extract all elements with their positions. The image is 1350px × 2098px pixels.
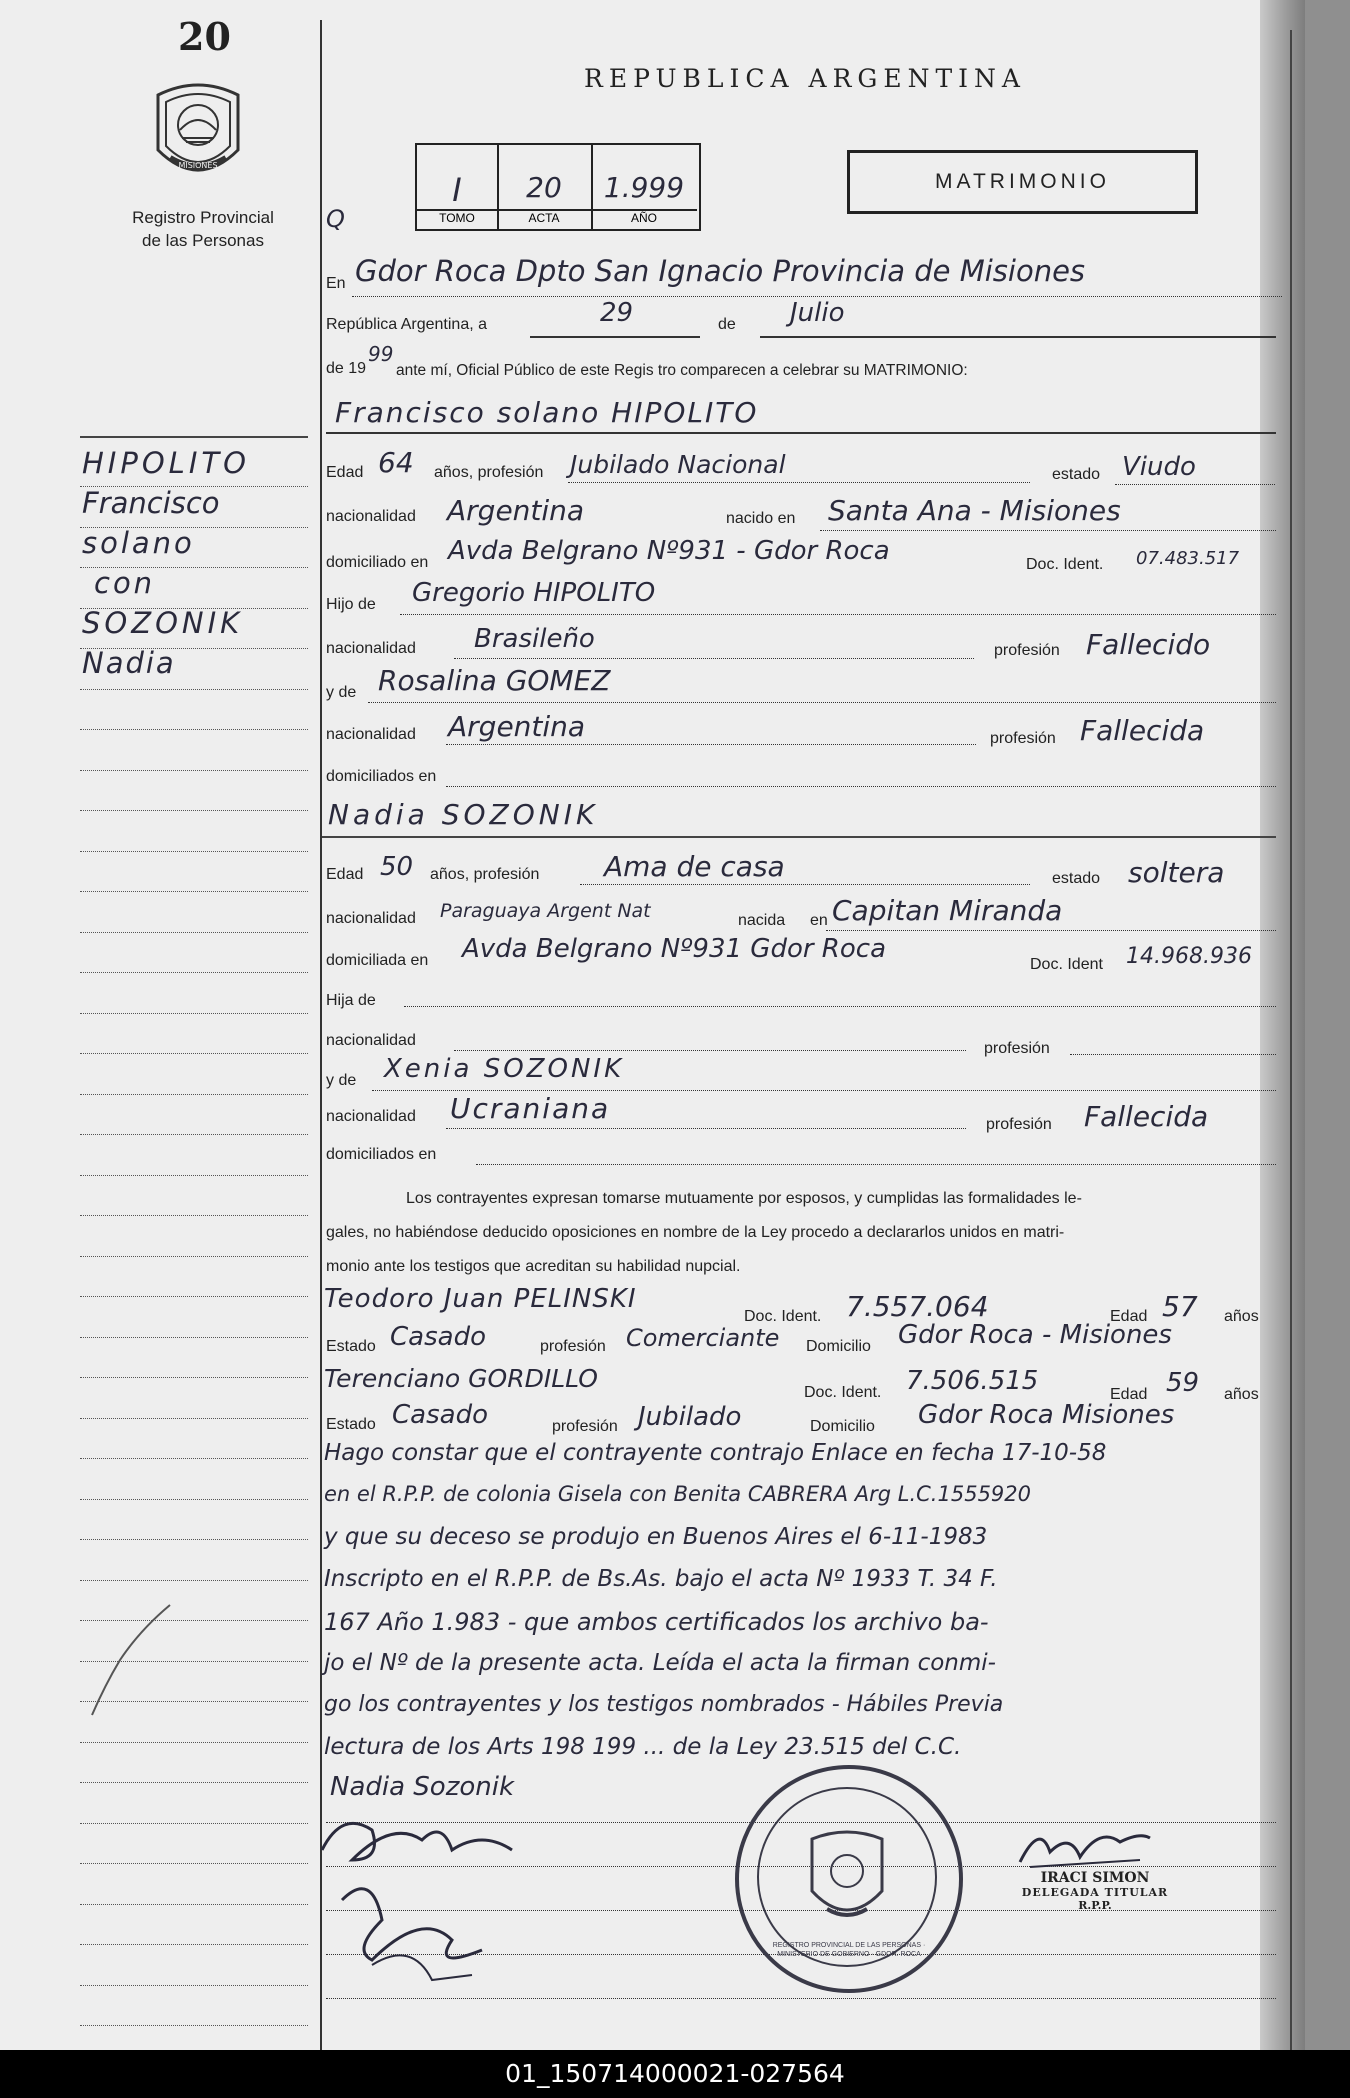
bride-domiciliados-label: domiciliados en [326,1146,437,1163]
province-crest-icon [148,80,248,190]
groom-mother-nationality-label: nacionalidad [326,726,416,743]
margin-ruled-line [80,729,308,730]
bride-mother-prof-label: profesión [986,1116,1052,1133]
officer-block [985,1870,1205,1912]
margin-ruled-line [80,1377,308,1378]
groom-birthplace: Santa Ana - Misiones [828,494,1121,527]
place: Gdor Roca Dpto San Ignacio Provincia de Misiones [355,254,1086,288]
margin-ruled-line [80,810,308,811]
witness2-age: 59 [1166,1368,1200,1398]
margin-ruled-line [80,486,308,487]
margin-ruled-line [80,1418,308,1419]
note-line: 167 Año 1.983 - que ambos certificados los archivo ba- [324,1608,989,1636]
country-title: REPUBLICA ARGENTINA [584,64,1026,93]
groom-father-profession: Fallecido [1086,628,1211,661]
groom-doc-label: Doc. Ident. [1026,556,1104,573]
bride-estado-label: estado [1052,870,1101,887]
bride-nationality: Paraguaya Argent Nat [440,900,651,922]
witness2-estado: Casado [392,1400,488,1430]
margin-note [82,446,310,686]
margin-ruled-line [80,1742,308,1743]
bride-y-de-label: y de [326,1072,357,1089]
bride-edad-label: Edad [326,866,364,883]
margin-note-line: Nadia [82,646,176,680]
year-suffix: 99 [368,342,394,366]
witness2-prof-label: profesión [552,1418,618,1435]
note-line: jo el Nº de la presente acta. Leída el acta la firman conmi- [324,1650,996,1676]
ano-value: 1.999 [603,171,685,204]
bride-signature-text: Nadia Sozonik [330,1772,515,1802]
bride-domicilio-label: domiciliada en [326,952,429,969]
witness1-dom-label: Domicilio [806,1338,871,1355]
officer-title: DELEGADA TITULAR [1021,1886,1169,1899]
groom-anos-label: años, profesión [434,464,544,481]
margin-ruled-line [80,1944,308,1945]
tomo-label: TOMO [417,209,497,229]
groom-father-prof-label: profesión [994,642,1060,659]
note-line: en el R.P.P. de colonia Gisela con Benita CABRERA Arg L.C.1555920 [324,1482,1032,1506]
note-line: go los contrayentes y los testigos nombrados - Hábiles Previa [324,1692,1004,1717]
margin-note-line: HIPOLITO [82,446,250,480]
signature-scribbles [312,1790,542,1990]
witness2-doc-label: Doc. Ident. [804,1384,882,1401]
witness2-edad-label: Edad [1110,1386,1148,1403]
groom-mother: Rosalina GOMEZ [378,664,611,697]
margin-ruled-line [80,1094,308,1095]
margin-ruled-line [80,1580,308,1581]
groom-y-de-label: y de [326,684,357,701]
bride-birthplace: Capitan Miranda [832,894,1063,927]
groom-estado: Viudo [1122,452,1196,482]
bride-age: 50 [380,852,414,882]
crest-label: MISIONES [178,161,218,170]
margin-rule [320,20,322,2050]
official-stamp [735,1765,963,1993]
bride-anos-label: años, profesión [430,866,540,883]
margin-pen-mark [80,1600,180,1720]
margin-ruled-line [80,1013,308,1014]
margin-ruled-line [80,1215,308,1216]
groom-father: Gregorio HIPOLITO [412,578,656,608]
declaration-line2: gales, no habiéndose deducido oposiciones en nombre de la Ley procedo a declararlos unidos en matri- [326,1224,1065,1241]
witness1-estado: Casado [390,1322,486,1352]
margin-ruled-line [80,1499,308,1500]
day: 29 [600,298,634,328]
groom-age: 64 [378,446,414,479]
groom-mother-nationality: Argentina [448,710,586,743]
witness2-domicile: Gdor Roca Misiones [918,1400,1175,1430]
statement: ante mí, Oficial Público de este Regis tro comparecen a celebrar su MATRIMONIO: [396,362,968,379]
bride-address: Avda Belgrano Nº931 Gdor Roca [462,934,887,964]
margin-ruled-line [80,608,308,609]
margin-note-line: con [94,566,156,600]
margin-ruled-line [80,1134,308,1135]
margin-ruled-line [80,891,308,892]
groom-mother-prof-label: profesión [990,730,1056,747]
margin-note-line: Francisco [82,486,220,520]
margin-ruled-line [80,648,308,649]
groom-address: Avda Belgrano Nº931 - Gdor Roca [448,536,890,566]
stamp-text: REGISTRO PROVINCIAL DE LAS PERSONAS · MINISTERIO DE GOBIERNO · GDOR. ROCA [772,1942,926,1958]
bride-estado: soltera [1128,856,1225,889]
declaration-line1: Los contrayentes expresan tomarse mutuamente por esposos, y cumplidas las formalidades le- [406,1190,1082,1207]
page-number: 20 [178,14,231,59]
bride-father-prof-label: profesión [984,1040,1050,1057]
groom-nacido-label: nacido en [726,510,796,527]
margin-ruled-line [80,1823,308,1824]
bride-doc: 14.968.936 [1126,944,1252,969]
tomo-cell [417,145,499,229]
acta-label: ACTA [497,209,591,229]
groom-father-nationality: Brasileño [474,624,595,654]
witness1-profession: Comerciante [626,1324,780,1352]
groom-profession: Jubilado Nacional [570,450,786,479]
margin-note-line: solano [82,526,195,560]
witness2-anos-label: años [1224,1386,1259,1403]
bride-mother-nationality: Ucraniana [450,1092,611,1125]
margin-ruled-line [80,1458,308,1459]
ano-label: AÑO [591,209,697,229]
groom-hijo-label: Hijo de [326,596,376,613]
witness1-name: Teodoro Juan PELINSKI [324,1284,637,1314]
groom-mother-profession: Fallecida [1080,714,1205,747]
margin-ruled-line [80,1296,308,1297]
margin-ruled-line [80,1904,308,1905]
margin-ruled-line [80,1985,308,1986]
margin-ruled-line [80,527,308,528]
margin-ruled-line [80,1782,308,1783]
margin-ruled-line [80,1175,308,1176]
document-id: 01_150714000021-027564 [0,2050,1350,2098]
officer-office: R.P.P. [1078,1899,1112,1912]
registry-line1: Registro Provincial [132,208,274,227]
acta-value: 20 [526,171,562,204]
groom-father-nationality-label: nacionalidad [326,640,416,657]
bride-nacida-label: nacida [738,912,786,929]
witness1-estado-label: Estado [326,1338,376,1355]
witness1-prof-label: profesión [540,1338,606,1355]
acta-cell [497,145,593,229]
groom-doc: 07.483.517 [1136,548,1240,569]
declaration-line3: monio ante los testigos que acreditan su habilidad nupcial. [326,1258,741,1275]
republica-label: República Argentina, a [326,316,487,333]
groom-nationality: Argentina [447,494,585,527]
bride-doc-label: Doc. Ident [1030,956,1103,973]
registry-name [108,206,298,252]
note-line: Inscripto en el R.P.P. de Bs.As. bajo el acta Nº 1933 T. 34 F. [324,1566,998,1592]
witness1-domicile: Gdor Roca - Misiones [898,1320,1172,1350]
bride-mother-nationality-label: nacionalidad [326,1108,416,1125]
bride-mother-profession: Fallecida [1084,1100,1209,1133]
witness1-edad-label: Edad [1110,1308,1148,1325]
margin-ruled-line [80,689,308,690]
year-prefix: de 19 [326,360,367,377]
groom-domicilio-label: domiciliado en [326,554,429,571]
bride-en-label: en [810,912,828,929]
margin-ruled-line [80,1053,308,1054]
groom-estado-label: estado [1052,466,1101,483]
witness1-age: 57 [1162,1290,1198,1323]
witness1-anos-label: años [1224,1308,1259,1325]
groom-name: Francisco solano HIPOLITO [335,396,759,429]
ano-cell [591,145,697,229]
witness2-estado-label: Estado [326,1416,376,1433]
witness2-doc: 7.506.515 [906,1366,1039,1396]
tomo-value: I [452,171,462,209]
note-line: lectura de los Arts 198 199 ... de la Ley 23.515 del C.C. [324,1734,962,1760]
margin-ruled-line [80,972,308,973]
margin-ruled-line [80,1863,308,1864]
registry-line2: de las Personas [142,231,264,250]
note-line: Hago constar que el contrayente contrajo Enlace en fecha 17-10-58 [324,1440,1107,1466]
margin-note-line: SOZONIK [82,606,244,640]
witness2-profession: Jubilado [638,1402,742,1432]
groom-nacionalidad-label: nacionalidad [326,508,416,525]
margin-ruled-line [80,932,308,933]
bride-name: Nadia SOZONIK [328,798,599,831]
groom-domiciliados-label: domiciliados en [326,768,437,785]
bride-father-nationality-label: nacionalidad [326,1032,416,1049]
witness1-doc-label: Doc. Ident. [744,1308,822,1325]
bride-hija-label: Hija de [326,992,376,1009]
margin-mark: Q [326,205,345,233]
margin-ruled-line [80,851,308,852]
matrimonio-box: MATRIMONIO [847,150,1198,214]
note-line: y que su deceso se produjo en Buenos Aires el 6-11-1983 [324,1524,988,1550]
margin-ruled-line [80,770,308,771]
bride-nacionalidad-label: nacionalidad [326,910,416,927]
margin-ruled-line [80,1539,308,1540]
en-label: En [326,275,346,292]
groom-edad-label: Edad [326,464,364,481]
witness2-name: Terenciano GORDILLO [324,1364,598,1393]
declaration-text [326,1182,1266,1284]
witness1-doc: 7.557.064 [846,1290,989,1323]
margin-ruled-line [80,1256,308,1257]
margin-ruled-line [80,567,308,568]
witness2-dom-label: Domicilio [810,1418,875,1435]
record-box [415,143,701,231]
month: Julio [790,298,845,328]
right-rule [1290,30,1292,2050]
stamp-crest-icon [802,1829,892,1929]
bride-profession: Ama de casa [604,850,785,883]
de-label: de [718,316,736,333]
notes-block [324,1440,1284,1776]
bride-mother: Xenia SOZONIK [384,1054,625,1084]
officer-name: IRACI SIMON [1040,1870,1150,1886]
margin-ruled-line [80,2025,308,2026]
margin-ruled-line [80,1337,308,1338]
